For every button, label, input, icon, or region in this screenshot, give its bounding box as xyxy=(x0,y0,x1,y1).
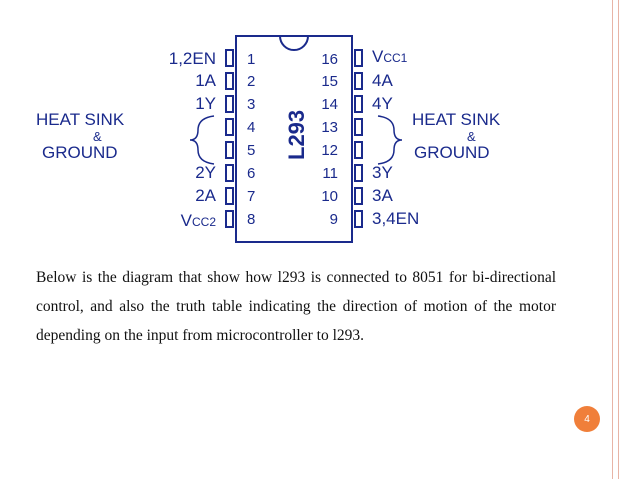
body-paragraph: Below is the diagram that show how l293 is connected to 8051 for bi-directional control, and also the truth table indicating the direction of motion of the motor depending on the input from microcontroller to l293. xyxy=(36,269,556,344)
left-pin-pad-1 xyxy=(226,50,233,66)
left-pin-pad-6 xyxy=(226,165,233,181)
page-number-badge: 4 xyxy=(574,406,600,432)
pin-num-14: 14 xyxy=(321,96,338,113)
pin-num-15: 15 xyxy=(321,73,338,90)
right-pin-pad-9 xyxy=(355,211,362,227)
right-pin-pad-10 xyxy=(355,188,362,204)
pin-num-5: 5 xyxy=(247,142,256,159)
pin-label-11: 3Y xyxy=(372,163,393,182)
right-pin-pad-16 xyxy=(355,50,362,66)
pin-label-6: 2Y xyxy=(195,163,216,182)
right-brace xyxy=(378,116,402,164)
left-pin-pad-3 xyxy=(226,96,233,112)
right-ground-label: GROUND xyxy=(414,143,490,162)
pin-num-16: 16 xyxy=(321,51,338,68)
right-pin-pad-12 xyxy=(355,142,362,158)
pin-label-8: VCC2 xyxy=(180,211,216,230)
pin-label-9: 3,4EN xyxy=(372,209,420,228)
left-pin-pad-2 xyxy=(226,73,233,89)
pin-label-3: 1Y xyxy=(195,94,216,113)
pin-label-16: VCC1 xyxy=(372,47,408,66)
left-heat-sink-label: HEAT SINK xyxy=(36,110,125,129)
left-pin-pads xyxy=(226,50,233,227)
right-ampersand: & xyxy=(467,129,476,144)
pin-num-7: 7 xyxy=(247,188,256,205)
right-heat-sink-label: HEAT SINK xyxy=(412,110,501,129)
left-ground-label: GROUND xyxy=(42,143,118,162)
pin-num-1: 1 xyxy=(247,51,256,68)
left-pin-pad-8 xyxy=(226,211,233,227)
pin-num-8: 8 xyxy=(247,211,256,228)
pin-num-2: 2 xyxy=(247,73,256,90)
pin-label-10: 3A xyxy=(372,186,393,205)
pin-label-2: 1A xyxy=(195,71,216,90)
pin-num-4: 4 xyxy=(247,119,256,136)
right-pin-pads xyxy=(355,50,362,227)
pin-num-12: 12 xyxy=(321,142,338,159)
right-pin-pad-15 xyxy=(355,73,362,89)
chip-notch xyxy=(280,36,308,50)
pin-label-15: 4A xyxy=(372,71,393,90)
pin-num-13: 13 xyxy=(321,119,338,136)
pin-label-1: 1,2EN xyxy=(168,49,216,68)
left-pin-pad-4 xyxy=(226,119,233,135)
left-ampersand: & xyxy=(93,129,102,144)
left-pin-pad-5 xyxy=(226,142,233,158)
left-pin-pad-7 xyxy=(226,188,233,204)
pin-num-11: 11 xyxy=(322,165,338,182)
pin-num-10: 10 xyxy=(321,188,338,205)
pin-num-6: 6 xyxy=(247,165,256,182)
pin-label-14: 4Y xyxy=(372,94,393,113)
right-pin-pad-11 xyxy=(355,165,362,181)
left-brace xyxy=(190,116,214,164)
right-pin-pad-14 xyxy=(355,96,362,112)
pin-label-7: 2A xyxy=(195,186,216,205)
pin-num-3: 3 xyxy=(247,96,256,113)
right-pin-pad-13 xyxy=(355,119,362,135)
pin-num-9: 9 xyxy=(329,211,338,228)
chip-label: L293 xyxy=(284,109,309,160)
